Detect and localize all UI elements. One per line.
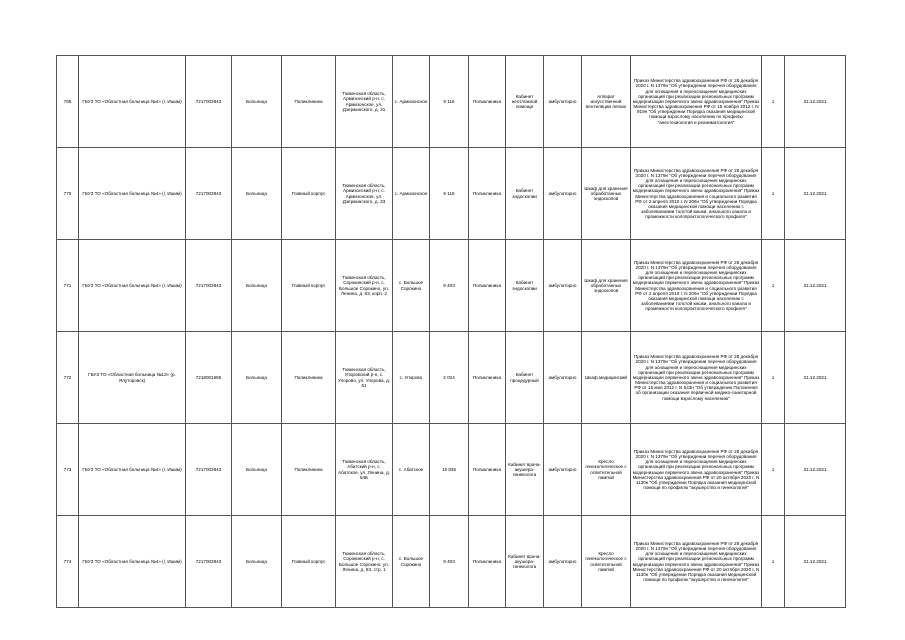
room-cell: Кабинет неотложной помощи [506,56,544,148]
inn-cell: 7218001685 [186,332,232,424]
population-cell: 16 835 [430,424,469,516]
room-cell: Кабинет эндоскопии [506,240,544,332]
deadline-date-cell: 31.12.2021 [785,516,846,608]
population-cell: 2 024 [430,332,469,424]
population-cell: 9 403 [430,240,469,332]
care-type-cell: амбулаторно [544,56,582,148]
care-type-cell: амбулаторно [544,516,582,608]
locality-cell: с. Армизонское [393,148,430,240]
equipment-name-cell: Аппарат искусственной вентиляции легких [582,56,631,148]
quantity-cell: 1 [762,148,785,240]
quantity-cell: 1 [762,516,785,608]
unit-cell: Поликлиника [469,240,506,332]
organization-name-cell: ГБУЗ ТО «Областная больница №4» (г. Ишим) [79,424,186,516]
population-cell: 9 403 [430,516,469,608]
locality-cell: с. Большое Сорокино [393,516,430,608]
organization-name-cell: ГБУЗ ТО «Областная больница №4» (г. Ишим) [79,240,186,332]
row-number-cell: 770 [57,148,79,240]
row-number-cell: 771 [57,240,79,332]
address-cell: Тюменская область, Упоровский р-н, с. Упорово, ул. Упорова, д. 61 [336,332,393,424]
facility-kind-cell: Больница [232,240,282,332]
locality-cell: с. Упорово [393,332,430,424]
quantity-cell: 1 [762,56,785,148]
regulatory-orders-cell: Приказ Министерства здравоохранения РФ от 28 декабря 2020 г. N 1379н "Об утверждении перечня оборудования для оснащения и переоснащения медицинских организаций при реализации региональных программ модернизации первичного звена здравоохранения" Приказ Министерства здравоохранения РФ от 20 октября 2020 г. N 1130н "Об утверждении Порядка оказания медицинской помощи по профилю "акушерство и гинекология" [631,516,762,608]
deadline-date-cell: 31.12.2021 [785,148,846,240]
equipment-name-cell: Шкаф для хранения обработанных эндоскопов [582,148,631,240]
inn-cell: 7217003842 [186,56,232,148]
care-type-cell: амбулаторно [544,332,582,424]
care-type-cell: амбулаторно [544,424,582,516]
quantity-cell: 1 [762,424,785,516]
care-type-cell: амбулаторно [544,240,582,332]
equipment-name-cell: Кресло гинекологическое с осветительной лампой [582,516,631,608]
address-cell: Тюменская область, Сорокинский р-н, с. Большое Сорокино, ул. Ленина, д. 83, стр. 1 [336,516,393,608]
regulatory-orders-cell: Приказ Министерства здравоохранения РФ от 28 декабря 2020 г. N 1379н "Об утверждении перечня оборудования для оснащения и переоснащения медицинских организаций при реализации региональных программ модернизации первичного звена здравоохранения" Приказ Министерства здравоохранения РФ от 15 ноября 2012 г. N 919н "Об утверждении Порядка оказания медицинской помощи взрослому населению по профилю "анестезиология и реаниматология" [631,56,762,148]
facility-kind-cell: Больница [232,56,282,148]
table-row [57,332,846,424]
locality-cell: с. Армизонское [393,56,430,148]
organization-name-cell: ГБУЗ ТО «Областная больница №4» (г. Ишим) [79,148,186,240]
regulatory-orders-cell: Приказ Министерства здравоохранения РФ от 28 декабря 2020 г. N 1379н "Об утверждении перечня оборудования для оснащения и переоснащения медицинских организаций при реализации региональных программ модернизации первичного звена здравоохранения" Приказ Министерства здравоохранения и социального развития РФ от 2 апреля 2010 г. N 206н "Об утверждении Порядка оказания медицинской помощи населению с заболеваниями толстой кишки, анального канала и промежности колопроктологического профиля" [631,240,762,332]
unit-cell: Поликлиника [469,516,506,608]
table-row [57,516,846,608]
building-cell: Главный корпус [282,240,336,332]
organization-name-cell: ГБУЗ ТО «Областная больница №4» (г. Ишим) [79,516,186,608]
quantity-cell: 1 [762,240,785,332]
equipment-name-cell: Шкаф медицинский [582,332,631,424]
unit-cell: Поликлиника [469,148,506,240]
row-number-cell: 773 [57,424,79,516]
population-cell: 9 116 [430,148,469,240]
inn-cell: 7217003842 [186,424,232,516]
equipment-table [56,55,846,608]
inn-cell: 7217003842 [186,516,232,608]
inn-cell: 7217003842 [186,148,232,240]
equipment-name-cell: Кресло гинекологическое с осветительной лампой [582,424,631,516]
organization-name-cell: ГБУЗ ТО «Областная больница №13» (р. Ялуторовск) [79,332,186,424]
building-cell: Поликлиника [282,332,336,424]
table-row [57,424,846,516]
building-cell: Главный корпус [282,148,336,240]
inn-cell: 7217003842 [186,240,232,332]
facility-kind-cell: Больница [232,148,282,240]
equipment-name-cell: Шкаф для хранения обработанных эндоскопов [582,240,631,332]
room-cell: Кабинет процедурный [506,332,544,424]
address-cell: Тюменская область, Сорокинский р-н, с. Большое Сорокино, ул. Ленина, д. 83, корп. 2 [336,240,393,332]
table-row [57,148,846,240]
locality-cell: с. Большое Сорокино [393,240,430,332]
deadline-date-cell: 31.12.2021 [785,56,846,148]
unit-cell: Поликлиника [469,332,506,424]
room-cell: Кабинет врача-акушера-гинеколога [506,516,544,608]
row-number-cell: 774 [57,516,79,608]
population-cell: 9 116 [430,56,469,148]
unit-cell: Поликлиника [469,424,506,516]
deadline-date-cell: 31.12.2021 [785,424,846,516]
table-row [57,56,846,148]
table-row [57,240,846,332]
room-cell: Кабинет эндоскопии [506,148,544,240]
address-cell: Тюменская область, Армизонский р-н, с. Армизонское, ул. Дзержинского, д. 31 [336,56,393,148]
building-cell: Поликлиника [282,424,336,516]
regulatory-orders-cell: Приказ Министерства здравоохранения РФ от 28 декабря 2020 г. N 1379н "Об утверждении перечня оборудования для оснащения и переоснащения медицинских организаций при реализации региональных программ модернизации первичного звена здравоохранения" Приказ Министерства здравоохранения и социального развития РФ от 15 мая 2012 г. N 543н "Об утверждении Положения об организации оказания первичной медико-санитарной помощи взрослому населению" [631,332,762,424]
facility-kind-cell: Больница [232,424,282,516]
address-cell: Тюменская область, Армизонский р-н, с. Армизонское, ул. Дзержинского, д. 33 [336,148,393,240]
quantity-cell: 1 [762,332,785,424]
row-number-cell: 768 [57,56,79,148]
building-cell: Главный корпус [282,516,336,608]
row-number-cell: 772 [57,332,79,424]
regulatory-orders-cell: Приказ Министерства здравоохранения РФ от 28 декабря 2020 г. N 1379н "Об утверждении перечня оборудования для оснащения и переоснащения медицинских организаций при реализации региональных программ модернизации первичного звена здравоохранения" Приказ Министерства здравоохранения РФ от 20 октября 2020 г. N 1130н "Об утверждении Порядка оказания медицинской помощи по профилю "акушерство и гинекология" [631,424,762,516]
address-cell: Тюменская область, Абатский р-н, с. Абатское, ул. Ленина, д. 54Б [336,424,393,516]
regulatory-orders-cell: Приказ Министерства здравоохранения РФ от 28 декабря 2020 г. N 1379н "Об утверждении перечня оборудования для оснащения и переоснащения медицинских организаций при реализации региональных программ модернизации первичного звена здравоохранения" Приказ Министерства здравоохранения и социального развития РФ от 2 апреля 2010 г. N 206н "Об утверждении Порядка оказания медицинской помощи населению с заболеваниями толстой кишки, анального канала и промежности колопроктологического профиля" [631,148,762,240]
deadline-date-cell: 31.12.2021 [785,240,846,332]
deadline-date-cell: 31.12.2021 [785,332,846,424]
building-cell: Поликлиника [282,56,336,148]
facility-kind-cell: Больница [232,516,282,608]
care-type-cell: амбулаторно [544,148,582,240]
facility-kind-cell: Больница [232,332,282,424]
unit-cell: Поликлиника [469,56,506,148]
room-cell: Кабинет врача-акушера-гинеколога [506,424,544,516]
locality-cell: с. Абатское [393,424,430,516]
table-body [57,56,846,608]
organization-name-cell: ГБУЗ ТО «Областная больница №4» (г. Ишим) [79,56,186,148]
